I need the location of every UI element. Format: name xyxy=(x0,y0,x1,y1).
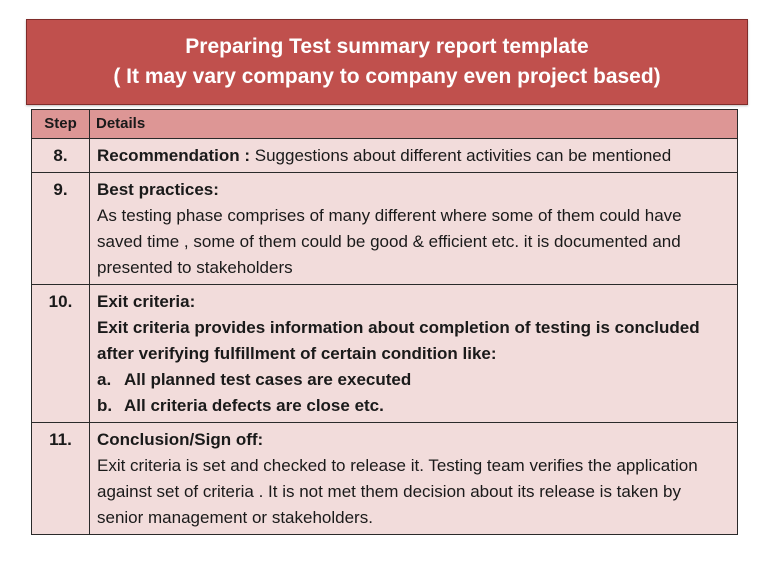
table-row xyxy=(32,139,738,173)
list-item-text: All planned test cases are executed xyxy=(124,370,412,389)
row-text: Exit criteria is set and checked to release it. Testing team verifies the application against set of criteria . It is not met them decision about its release is taken by senior management or stakeholders. xyxy=(97,456,698,527)
list-marker: b. xyxy=(97,396,113,415)
title-line-1: Preparing Test summary report template xyxy=(185,35,589,58)
details-cell xyxy=(90,423,738,535)
row-heading: Exit criteria: xyxy=(97,292,196,311)
list-item xyxy=(97,367,730,393)
row-text: As testing phase comprises of many different where some of them could have saved time , some of them could be good & efficient etc. it is documented and presented to stakeholders xyxy=(97,206,682,277)
step-number: 10. xyxy=(32,285,90,423)
row-heading: Conclusion/Sign off: xyxy=(97,430,264,449)
details-cell xyxy=(90,285,738,423)
table-row xyxy=(32,423,738,535)
table-row xyxy=(32,173,738,285)
row-heading: Best practices: xyxy=(97,180,219,199)
details-cell xyxy=(90,173,738,285)
list-item-text: All criteria defects are close etc. xyxy=(124,396,384,415)
step-number: 8. xyxy=(32,139,90,173)
details-cell xyxy=(90,139,738,173)
details-column-header: Details xyxy=(90,110,738,139)
row-heading: Recommendation : xyxy=(97,146,251,165)
row-text: Exit criteria provides information about completion of testing is concluded after verifying fulfillment of certain condition like: xyxy=(97,318,700,363)
step-column-header: Step xyxy=(32,110,90,139)
row-text: Suggestions about different activities can be mentioned xyxy=(250,146,672,165)
title-banner xyxy=(26,19,748,105)
table-row xyxy=(32,285,738,423)
list-marker: a. xyxy=(97,370,112,389)
step-number: 11. xyxy=(32,423,90,535)
table-header-row xyxy=(32,110,738,139)
title-line-2: ( It may vary company to company even project based) xyxy=(113,65,661,88)
step-number: 9. xyxy=(32,173,90,285)
list-item xyxy=(97,393,730,419)
summary-table xyxy=(31,109,738,535)
